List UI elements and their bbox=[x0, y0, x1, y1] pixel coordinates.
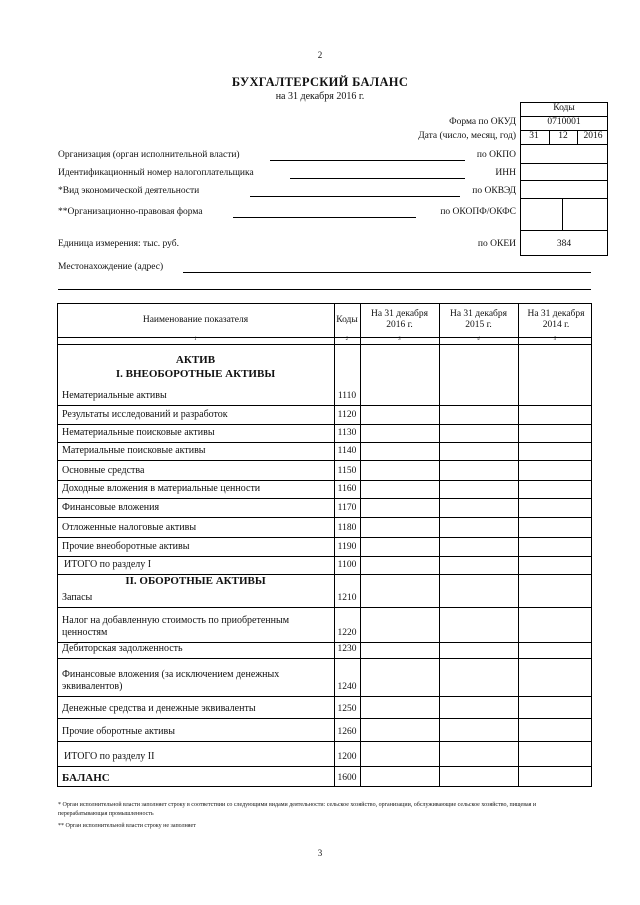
row-label: Нематериальные поисковые активы bbox=[62, 427, 215, 438]
value-cell[interactable] bbox=[519, 575, 591, 606]
value-cell[interactable] bbox=[440, 557, 517, 573]
value-cell[interactable] bbox=[440, 499, 517, 516]
col-num-4: 4 bbox=[477, 337, 480, 342]
row-label: ИТОГО по разделу II bbox=[64, 751, 155, 762]
section2-heading: II. ОБОРОТНЫЕ АКТИВЫ bbox=[125, 575, 266, 587]
value-cell[interactable] bbox=[519, 406, 591, 423]
org-field[interactable] bbox=[270, 160, 465, 161]
col-codes-header: Коды bbox=[336, 315, 358, 325]
value-cell[interactable] bbox=[440, 659, 517, 695]
value-cell[interactable] bbox=[440, 443, 517, 459]
value-cell[interactable] bbox=[440, 406, 517, 423]
col-2016-header: На 31 декабря 2016 г. bbox=[370, 309, 429, 330]
value-cell[interactable] bbox=[361, 608, 438, 641]
row-label: Нематериальные активы bbox=[62, 390, 167, 401]
row-label: Финансовые вложения bbox=[62, 502, 160, 513]
value-cell[interactable] bbox=[361, 697, 438, 717]
okei-label: по ОКЕИ bbox=[477, 239, 516, 249]
value-cell[interactable] bbox=[519, 643, 591, 657]
row-code: 1160 bbox=[337, 484, 357, 494]
row-label: Отложенные налоговые активы bbox=[62, 522, 197, 533]
date-label: Дата (число, месяц, год) bbox=[418, 131, 516, 141]
col-num-5: 5 bbox=[553, 337, 557, 342]
address-field-2[interactable] bbox=[58, 289, 591, 290]
row-code: 1150 bbox=[337, 466, 357, 476]
row-label: Запасы bbox=[62, 592, 93, 603]
page-number-top: 2 bbox=[317, 50, 323, 60]
value-cell[interactable] bbox=[519, 608, 591, 641]
value-cell[interactable] bbox=[361, 659, 438, 695]
value-cell[interactable] bbox=[519, 742, 591, 765]
page-number-bottom: 3 bbox=[317, 848, 323, 858]
col-num-1: 1 bbox=[194, 337, 197, 342]
row-label: Результаты исследований и разработок bbox=[62, 409, 228, 420]
value-cell[interactable] bbox=[361, 499, 438, 516]
col-num-2: 2 bbox=[345, 337, 349, 342]
value-cell[interactable] bbox=[440, 608, 517, 641]
value-cell[interactable] bbox=[361, 538, 438, 555]
row-code: 1190 bbox=[337, 542, 357, 552]
row-code: 1140 bbox=[337, 446, 357, 456]
address-field[interactable] bbox=[183, 272, 591, 273]
value-cell[interactable] bbox=[440, 697, 517, 717]
row-code: 1110 bbox=[337, 391, 357, 401]
okei-value: 384 bbox=[556, 239, 572, 249]
value-cell[interactable] bbox=[440, 386, 517, 404]
value-cell[interactable] bbox=[361, 481, 438, 497]
row-label: Материальные поисковые активы bbox=[62, 445, 206, 456]
okud-label: Форма по ОКУД bbox=[449, 117, 516, 127]
okved-label: *Вид экономической деятельности bbox=[58, 186, 200, 196]
row-code: 1260 bbox=[337, 727, 357, 737]
value-cell[interactable] bbox=[519, 425, 591, 441]
aktiv-heading: АКТИВ bbox=[175, 354, 216, 366]
value-cell[interactable] bbox=[519, 697, 591, 717]
value-cell[interactable] bbox=[519, 499, 591, 516]
value-cell[interactable] bbox=[519, 443, 591, 459]
value-cell[interactable] bbox=[361, 461, 438, 479]
okved-field[interactable] bbox=[250, 196, 460, 197]
date-year: 2016 bbox=[583, 131, 603, 141]
unit-label: Единица измерения: тыс. руб. bbox=[58, 239, 179, 249]
value-cell[interactable] bbox=[361, 643, 438, 657]
row-label: Доходные вложения в материальные ценности bbox=[62, 483, 261, 494]
inn-label: Идентификационный номер налогоплательщика bbox=[58, 168, 254, 178]
opf-field[interactable] bbox=[233, 217, 416, 218]
value-cell[interactable] bbox=[440, 518, 517, 536]
value-cell[interactable] bbox=[361, 742, 438, 765]
row-code: 1120 bbox=[337, 410, 357, 420]
row-label: Прочие внеоборотные активы bbox=[62, 541, 190, 552]
col-num-3: 3 bbox=[398, 337, 401, 342]
section1-heading: I. ВНЕОБОРОТНЫЕ АКТИВЫ bbox=[115, 368, 276, 380]
row-code: 1600 bbox=[337, 773, 357, 783]
value-cell[interactable] bbox=[361, 518, 438, 536]
address-label: Местонахождение (адрес) bbox=[58, 262, 164, 272]
value-cell[interactable] bbox=[361, 443, 438, 459]
row-label: ИТОГО по разделу I bbox=[64, 559, 152, 570]
value-cell[interactable] bbox=[440, 643, 517, 657]
value-cell[interactable] bbox=[361, 557, 438, 573]
row-code: 1100 bbox=[337, 560, 357, 570]
inn-code-label: ИНН bbox=[495, 168, 516, 178]
document-subtitle: на 31 декабря 2016 г. bbox=[275, 91, 365, 102]
date-month: 12 bbox=[558, 131, 568, 141]
value-cell[interactable] bbox=[361, 719, 438, 740]
codes-header: Коды bbox=[553, 103, 575, 113]
col-2015-header: На 31 декабря 2015 г. bbox=[449, 309, 508, 330]
footnote-1: * Орган исполнительной власти заполняет строку в соответствии со следующими видами деятельности: сельское хозяйство, организации, обслуживающие сельское хозяйство, пищевая и перерабатывающая промышленность bbox=[58, 802, 537, 817]
row-code: 1240 bbox=[337, 682, 357, 692]
document-title: БУХГАЛТЕРСКИЙ БАЛАНС bbox=[231, 75, 409, 89]
value-cell[interactable] bbox=[440, 767, 517, 786]
value-cell[interactable] bbox=[440, 719, 517, 740]
value-cell[interactable] bbox=[361, 767, 438, 786]
value-cell[interactable] bbox=[440, 538, 517, 555]
row-label: Основные средства bbox=[62, 465, 145, 476]
row-code: 1170 bbox=[337, 503, 357, 513]
okpo-label: по ОКПО bbox=[476, 150, 516, 160]
value-cell[interactable] bbox=[440, 481, 517, 497]
date-day: 31 bbox=[529, 131, 539, 141]
value-cell[interactable] bbox=[519, 461, 591, 479]
value-cell[interactable] bbox=[440, 425, 517, 441]
inn-field[interactable] bbox=[290, 178, 465, 179]
row-label: БАЛАНС bbox=[62, 772, 110, 784]
row-label: Финансовые вложения (за исключением денежных эквивалентов) bbox=[62, 669, 280, 692]
col-name-header: Наименование показателя bbox=[142, 315, 249, 325]
value-cell[interactable] bbox=[519, 659, 591, 695]
okved-code-label: по ОКВЭД bbox=[472, 186, 516, 196]
row-label: Денежные средства и денежные эквиваленты bbox=[62, 703, 256, 714]
opf-label: **Организационно-правовая форма bbox=[58, 207, 203, 217]
row-code: 1230 bbox=[337, 644, 357, 654]
value-cell[interactable] bbox=[519, 557, 591, 573]
value-cell[interactable] bbox=[361, 575, 438, 606]
value-cell[interactable] bbox=[440, 461, 517, 479]
value-cell[interactable] bbox=[519, 518, 591, 536]
row-code: 1210 bbox=[337, 593, 357, 603]
value-cell[interactable] bbox=[440, 575, 517, 606]
value-cell[interactable] bbox=[440, 742, 517, 765]
value-cell[interactable] bbox=[519, 767, 591, 786]
row-code: 1180 bbox=[337, 523, 357, 533]
value-cell[interactable] bbox=[361, 425, 438, 441]
value-cell[interactable] bbox=[519, 538, 591, 555]
okud-value: 0710001 bbox=[547, 117, 581, 127]
value-cell[interactable] bbox=[519, 481, 591, 497]
org-label: Организация (орган исполнительной власти) bbox=[58, 150, 240, 160]
value-cell[interactable] bbox=[361, 406, 438, 423]
row-code: 1250 bbox=[337, 704, 357, 714]
row-code: 1220 bbox=[337, 628, 357, 638]
footnote-2: ** Орган исполнительной власти строку не заполняет bbox=[58, 823, 196, 829]
value-cell[interactable] bbox=[361, 386, 438, 404]
row-label: Дебиторская задолженность bbox=[62, 643, 183, 654]
row-code: 1200 bbox=[337, 752, 357, 762]
row-label: Прочие оборотные активы bbox=[62, 726, 175, 737]
value-cell[interactable] bbox=[519, 386, 591, 404]
row-label: Налог на добавленную стоимость по приобретенным ценностям bbox=[62, 615, 290, 638]
value-cell[interactable] bbox=[519, 719, 591, 740]
row-code: 1130 bbox=[337, 428, 357, 438]
opf-code-label: по ОКОПФ/ОКФС bbox=[440, 207, 516, 217]
col-2014-header: На 31 декабря 2014 г. bbox=[527, 309, 585, 330]
